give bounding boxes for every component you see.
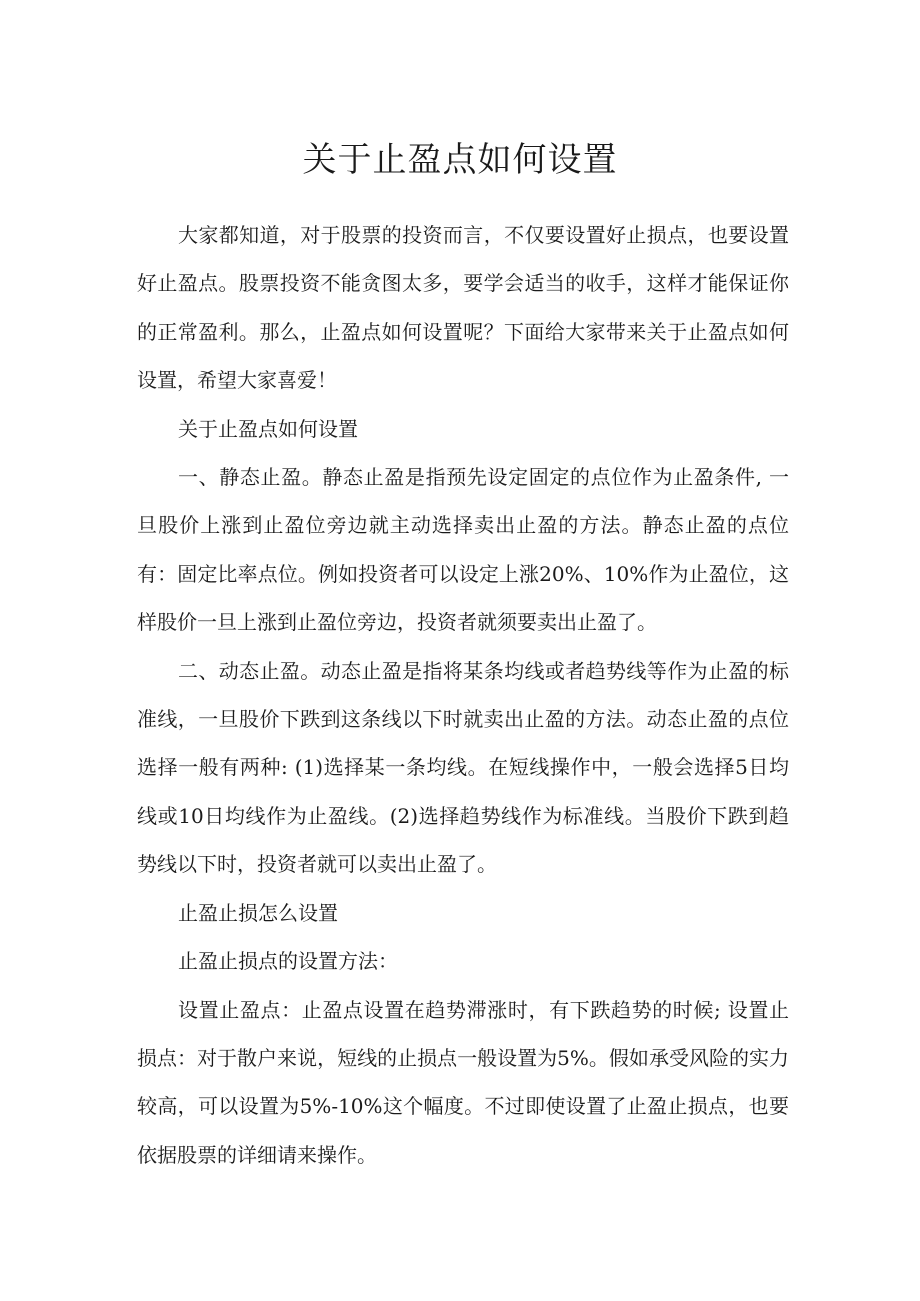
document-title: 关于止盈点如何设置: [302, 140, 618, 180]
method-label-paragraph: 止盈止损点的设置方法：: [178, 949, 398, 974]
settings-paragraph: 设置止盈点：止盈点设置在趋势滞涨时，有下跌趋势的时候; 设置止损点：对于散户来说，短线的止损点一般设置为5%。假如承受风险的实力较高，可以设置为5%-10%这个幅度。不过即使设置了止盈止损点，也要依据股票的详细请来操作。: [137, 997, 789, 1167]
section-heading: 关于止盈点如何设置: [178, 416, 358, 441]
intro-paragraph: 大家都知道，对于股票的投资而言，不仅要设置好止损点，也要设置好止盈点。股票投资不能贪图太多，要学会适当的收手，这样才能保证你的正常盈利。那么，止盈点如何设置呢？下面给大家带来关于止盈点如何设置，希望大家喜爱！: [137, 223, 789, 393]
static-take-profit-paragraph: 一、静态止盈。静态止盈是指预先设定固定的点位作为止盈条件, 一旦股价上涨到止盈位旁边就主动选择卖出止盈的方法。静态止盈的点位有：固定比率点位。例如投资者可以设定上涨20%、10%作为止盈位，这样股价一旦上涨到止盈位旁边，投资者就须要卖出止盈了。: [137, 465, 789, 635]
section-heading: 止盈止损怎么设置: [178, 900, 338, 925]
dynamic-take-profit-paragraph: 二、动态止盈。动态止盈是指将某条均线或者趋势线等作为止盈的标准线，一旦股价下跌到这条线以下时就卖出止盈的方法。动态止盈的点位选择一般有两种: (1)选择某一条均线。在短线操作中，一般会选择5日均线或10日均线作为止盈线。(2)选择趋势线作为标准线。当股价下跌到趋势线以下时，投资者就可以卖出止盈了。: [137, 658, 789, 877]
document-body: [137, 211, 789, 1179]
